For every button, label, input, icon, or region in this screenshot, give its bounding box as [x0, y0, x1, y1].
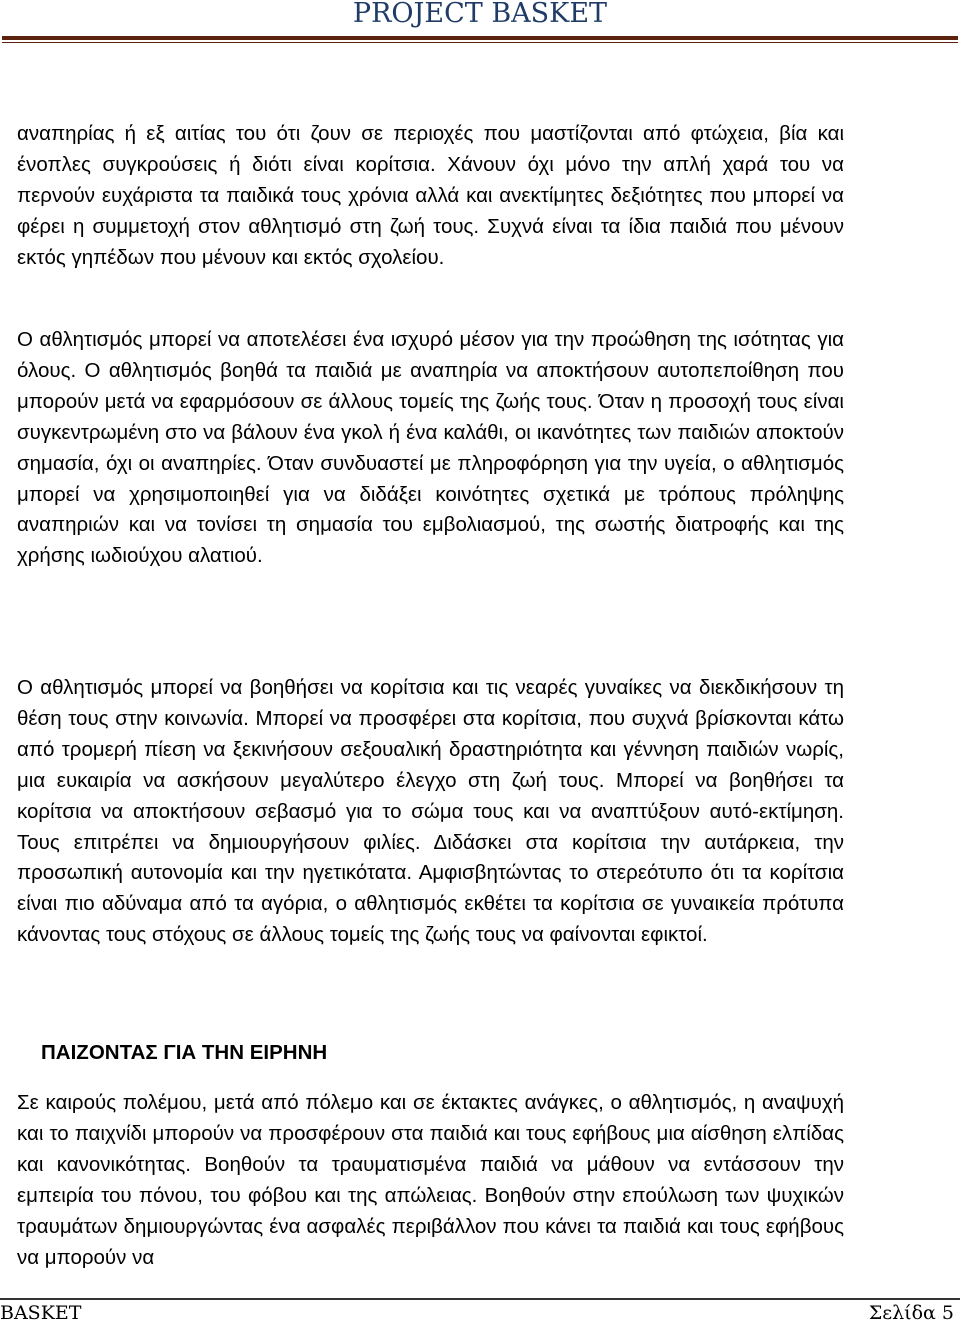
header-title: PROJECT BASKET: [352, 0, 608, 29]
paragraph-1: αναπηρίας ή εξ αιτίας του ότι ζουν σε περιοχές που μαστίζονται από φτώχεια, βία και ένοπλες συγκρούσεις ή διότι είναι κορίτσια. Χάνουν όχι μόνο την απλή χαρά του να περνούν ευχάριστα τα παιδικά τους χρόνια αλλά και ανεκτίμητες δεξιότητες που μπορεί να φέρει η συμμετοχή στον αθλητισμό στη ζωή τους. Συχνά είναι τα ίδια παιδιά που μένουν εκτός γηπέδων που μένουν και εκτός σχολείου.: [17, 122, 844, 269]
section-heading: ΠΑΙΖΟΝΤΑΣ ΓΙΑ ΤΗΝ ΕΙΡΗΝΗ: [41, 1041, 328, 1064]
page-footer: [0, 1298, 960, 1328]
footer-left-text: BASKET: [0, 1302, 82, 1324]
footer-rule: [0, 1298, 960, 1300]
header-rule-thin: [2, 42, 958, 43]
page-number: Σελίδα 5: [868, 1302, 954, 1324]
paragraph-4: Σε καιρούς πολέμου, μετά από πόλεμο και σε έκτακτες ανάγκες, ο αθλητισμός, η αναψυχή και το παιχνίδι μπορούν να προσφέρουν στα παιδιά και τους εφήβους μια αίσθηση ελπίδας και κανονικότητας. Βοηθούν τα τραυματισμένα παιδιά να μάθουν να εντάσσουν την εμπειρία του πόνου, του φόβου και της απώλειας. Βοηθούν στην επούλωση των ψυχικών τραυμάτων δημιουργώντας ένα ασφαλές περιβάλλον που κάνει τα παιδιά και τους εφήβους να μπορούν να: [17, 1091, 844, 1269]
paragraph-3: Ο αθλητισμός μπορεί να βοηθήσει να κορίτσια και τις νεαρές γυναίκες να διεκδικήσουν τη θέση τους στην κοινωνία. Μπορεί να προσφέρει στα κορίτσια, που συχνά βρίσκονται κάτω από τρομερή πίεση να ξεκινήσουν σεξουαλική δραστηριότητα και γέννηση παιδιών νωρίς, μια ευκαιρία να ασκήσουν μεγαλύτερο έλεγχο στη ζωή τους. Μπορεί να βοηθήσει τα κορίτσια να αποκτήσουν σεβασμό για το σώμα τους και να αναπτύξουν αυτό-εκτίμηση. Τους επιτρέπει να δημιουργήσουν φιλίες. Διδάσκει στα κορίτσια την αυτάρκεια, την προσωπική αυτονομία και την ηγετικότατα. Αμφισβητώντας το στερεότυπο ότι τα κορίτσια είναι πιο αδύναμα από τα αγόρια, ο αθλητισμός εκθέτει τα κορίτσια σε γυναικεία πρότυπα κάνοντας τους στόχους σε άλλους τομείς της ζωής τους να φαίνονται εφικτοί.: [17, 676, 844, 947]
paragraph-2: Ο αθλητισμός μπορεί να αποτελέσει ένα ισχυρό μέσον για την προώθηση της ισότητας για όλους. Ο αθλητισμός βοηθά τα παιδιά με αναπηρία να αποκτήσουν αυτοπεποίθηση που μπορούν μετά να εφαρμόσουν σε άλλους τομείς της ζωής τους. Όταν η προσοχή τους είναι συγκεντρωμένη στο να βάλουν ένα γκολ ή ένα καλάθι, οι ικανότητες των παιδιών αποκτούν σημασία, όχι οι αναπηρίες. Όταν συνδυαστεί με πληροφόρηση για την υγεία, ο αθλητισμός μπορεί να χρησιμοποιηθεί για να διδάξει κοινότητες σχετικά με τρόπους πρόληψης αναπηριών και να τονίσει τη σημασία του εμβολιασμού, της σωστής διατροφής και της χρήσης ιωδιούχου αλατιού.: [17, 328, 844, 568]
header-rule: [2, 36, 958, 40]
page-header: [0, 0, 960, 48]
